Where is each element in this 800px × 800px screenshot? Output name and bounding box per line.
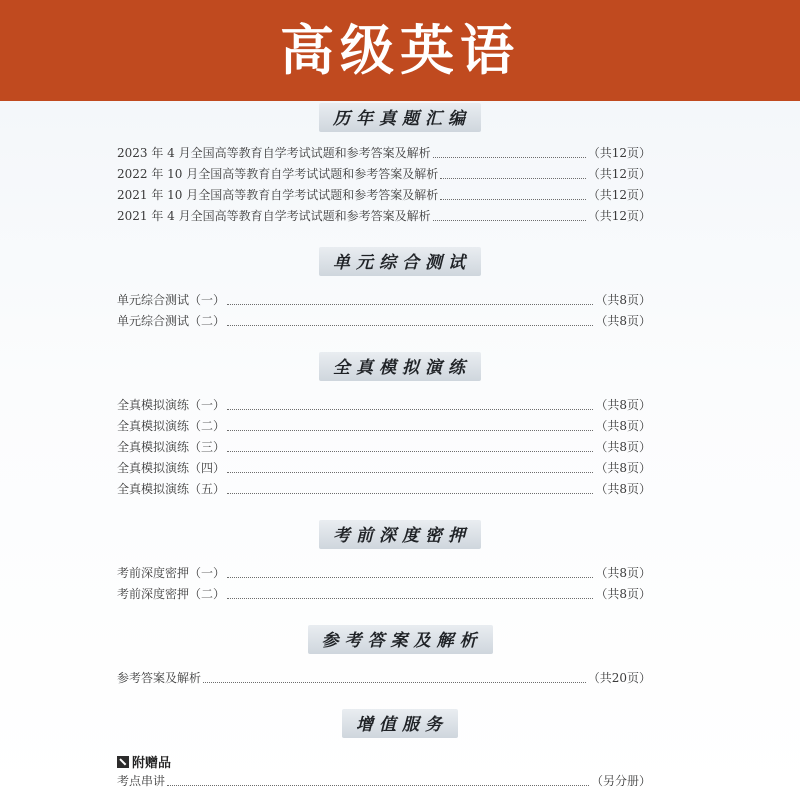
toc-item[interactable]: 考前深度密押（一） （共8页） — [117, 566, 651, 580]
toc-item[interactable]: 2022 年 10 月全国高等教育自学考试试题和参考答案及解析 （共12页） — [117, 167, 651, 181]
toc-item[interactable]: 全真模拟演练（二） （共8页） — [117, 419, 651, 433]
section-title-value-added: 增值服务 — [0, 709, 800, 738]
section-title-final-prep: 考前深度密押 — [0, 520, 800, 549]
toc-item[interactable]: 全真模拟演练（四） （共8页） — [117, 461, 651, 475]
toc-item[interactable]: 2021 年 4 月全国高等教育自学考试试题和参考答案及解析 （共12页） — [117, 209, 651, 223]
toc-item[interactable]: 全真模拟演练（三） （共8页） — [117, 440, 651, 454]
section-title-unit-tests: 单元综合测试 — [0, 247, 800, 276]
book-title: 高级英语 — [280, 18, 520, 82]
title-banner — [0, 0, 800, 101]
toc-item[interactable]: 单元综合测试（二） （共8页） — [117, 314, 651, 328]
toc-item[interactable]: 全真模拟演练（五） （共8页） — [117, 482, 651, 496]
toc-item[interactable]: 全真模拟演练（一） （共8页） — [117, 398, 651, 412]
section-title-answers: 参考答案及解析 — [0, 625, 800, 654]
toc-item[interactable]: 考前深度密押（二） （共8页） — [117, 587, 651, 601]
section-title-past-exams: 历年真题汇编 — [0, 103, 800, 132]
toc-item[interactable]: 参考答案及解析 （共20页） — [117, 671, 651, 685]
toc-item[interactable]: 单元综合测试（一） （共8页） — [117, 293, 651, 307]
toc-item[interactable]: 考点串讲 （另分册） — [117, 774, 651, 788]
gift-heading: 附赠品 — [117, 752, 171, 771]
toc-item[interactable]: 2023 年 4 月全国高等教育自学考试试题和参考答案及解析 （共12页） — [117, 146, 651, 160]
gift-marker-icon — [117, 756, 129, 768]
section-title-mock-exams: 全真模拟演练 — [0, 352, 800, 381]
toc-item[interactable]: 2021 年 10 月全国高等教育自学考试试题和参考答案及解析 （共12页） — [117, 188, 651, 202]
toc-page — [0, 101, 800, 800]
